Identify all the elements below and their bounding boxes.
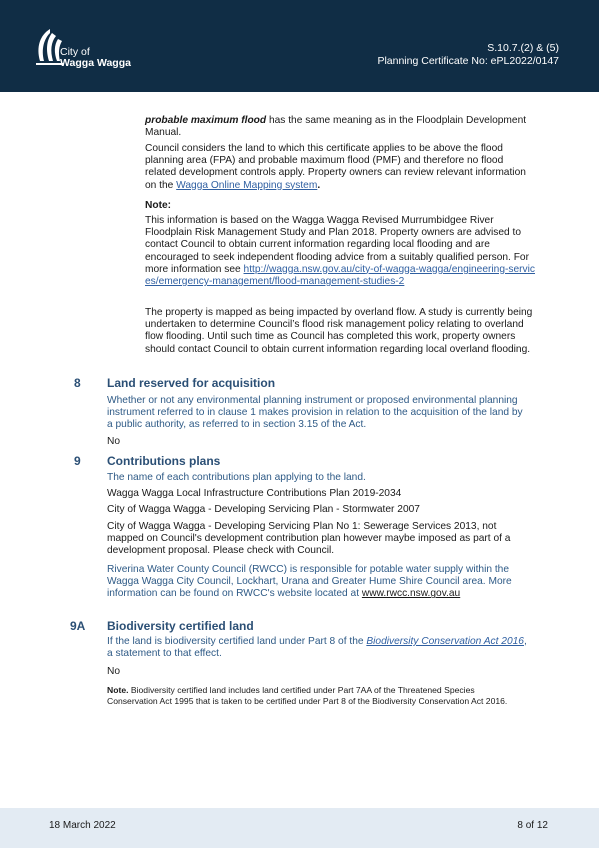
section-8-number: 8 bbox=[74, 376, 81, 390]
section-9a-question bbox=[107, 636, 527, 660]
section-9-title: Contributions plans bbox=[107, 454, 221, 468]
section-reference: S.10.7.(2) & (5) bbox=[487, 42, 559, 54]
page-number: 8 of 12 bbox=[517, 820, 548, 831]
section-8-answer: No bbox=[107, 436, 121, 447]
rwcc-text: Riverina Water County Council (RWCC) is responsible for potable water supply within the Wagga Wagga City Council, Lockhart, Urana and Greater Hume Shire Council area. More information can be found on RWCC's website located at bbox=[107, 564, 512, 600]
online-mapping-link[interactable]: Wagga Online Mapping system bbox=[176, 179, 318, 191]
flood-note-label: Note: bbox=[145, 200, 172, 211]
section-9-number: 9 bbox=[74, 454, 81, 468]
section-9a-question-start: If the land is biodiversity certified land under Part 8 of the bbox=[107, 636, 367, 647]
pmf-term: probable maximum flood bbox=[145, 115, 267, 126]
section-9a-question-end: , a statement to that effect. bbox=[107, 636, 527, 660]
section-8-question: Whether or not any environmental planning instrument or proposed environmental planning instrument referred to in clause 1 makes provision in relation to the acquisition of the land by a public authority, as referred to in section 3.15 of the Act. bbox=[107, 395, 523, 431]
section-9a-number: 9A bbox=[70, 619, 86, 633]
section-9a-answer: No bbox=[107, 666, 121, 677]
footer-date: 18 March 2022 bbox=[49, 820, 116, 831]
biodiversity-act-link[interactable]: Biodiversity Conservation Act 2016 bbox=[366, 636, 524, 647]
flood-note-text: This information is based on the Wagga Wagga Revised Murrumbidgee River Floodplain Risk Management Study and Plan 2018. Property owners are advised to contact Council to obtain current information regarding local flooding and are encouraged to seek independent flooding advice from a suitably qualified person. For more information see bbox=[145, 215, 529, 275]
pmf-definition-text: has the same meaning as in the Floodplain Development Manual. bbox=[145, 115, 527, 139]
flood-studies-link[interactable]: http://wagga.nsw.gov.au/city-of-wagga-wagga/engineering-services/emergency-management/flood-management-studies-2 bbox=[145, 263, 535, 288]
contributions-plan-3: City of Wagga Wagga - Developing Servicing Plan No 1: Sewerage Services 2013, not mapped on Council's development contribution plan however maybe imposed as part of a development proposal. Please check with Council. bbox=[107, 521, 511, 557]
page-header bbox=[0, 0, 599, 92]
certificate-number: Planning Certificate No: ePL2022/0147 bbox=[377, 55, 559, 67]
pmf-definition bbox=[145, 115, 535, 139]
flood-statement-end: . bbox=[317, 179, 321, 191]
contributions-plan-1: Wagga Wagga Local Infrastructure Contributions Plan 2019-2034 bbox=[107, 488, 402, 499]
overland-flow-statement: The property is mapped as being impacted by overland flow. A study is currently being undertaken to determine Council’s flood risk management policy relating to overland flow flooding. Until such time as Council has completed this work, property owners should contact Council to obtain current information regarding local overland flooding. bbox=[145, 307, 533, 355]
brand-line1: City of bbox=[60, 46, 90, 58]
rwcc-website-link[interactable]: www.rwcc.nsw.gov.au bbox=[361, 588, 461, 600]
flood-statement bbox=[145, 143, 535, 192]
brand-name bbox=[60, 47, 131, 69]
section-8-title: Land reserved for acquisition bbox=[107, 376, 276, 390]
biodiversity-note bbox=[107, 685, 527, 706]
flood-note bbox=[145, 215, 535, 288]
flood-statement-text: Council considers the land to which this certificate applies to be above the flood planning area (FPA) and probable maximum flood (PMF) and therefore no flood related development controls apply. Property owners can review relevant information on the bbox=[145, 143, 526, 191]
contributions-plan-2: City of Wagga Wagga - Developing Servicing Plan - Stormwater 2007 bbox=[107, 504, 420, 515]
brand-line2: Wagga Wagga bbox=[60, 57, 131, 69]
rwcc-statement bbox=[107, 564, 527, 601]
header-reference bbox=[377, 42, 559, 68]
section-9-question: The name of each contributions plan applying to the land. bbox=[107, 472, 366, 483]
biodiversity-note-label: Note. bbox=[107, 685, 129, 695]
biodiversity-note-text: Biodiversity certified land includes land certified under Part 7AA of the Threatened Species Conservation Act 1995 that is taken to be certified under Part 8 of the Biodiversity Conservation Act 2016. bbox=[107, 685, 508, 706]
section-9a-title: Biodiversity certified land bbox=[107, 619, 254, 633]
